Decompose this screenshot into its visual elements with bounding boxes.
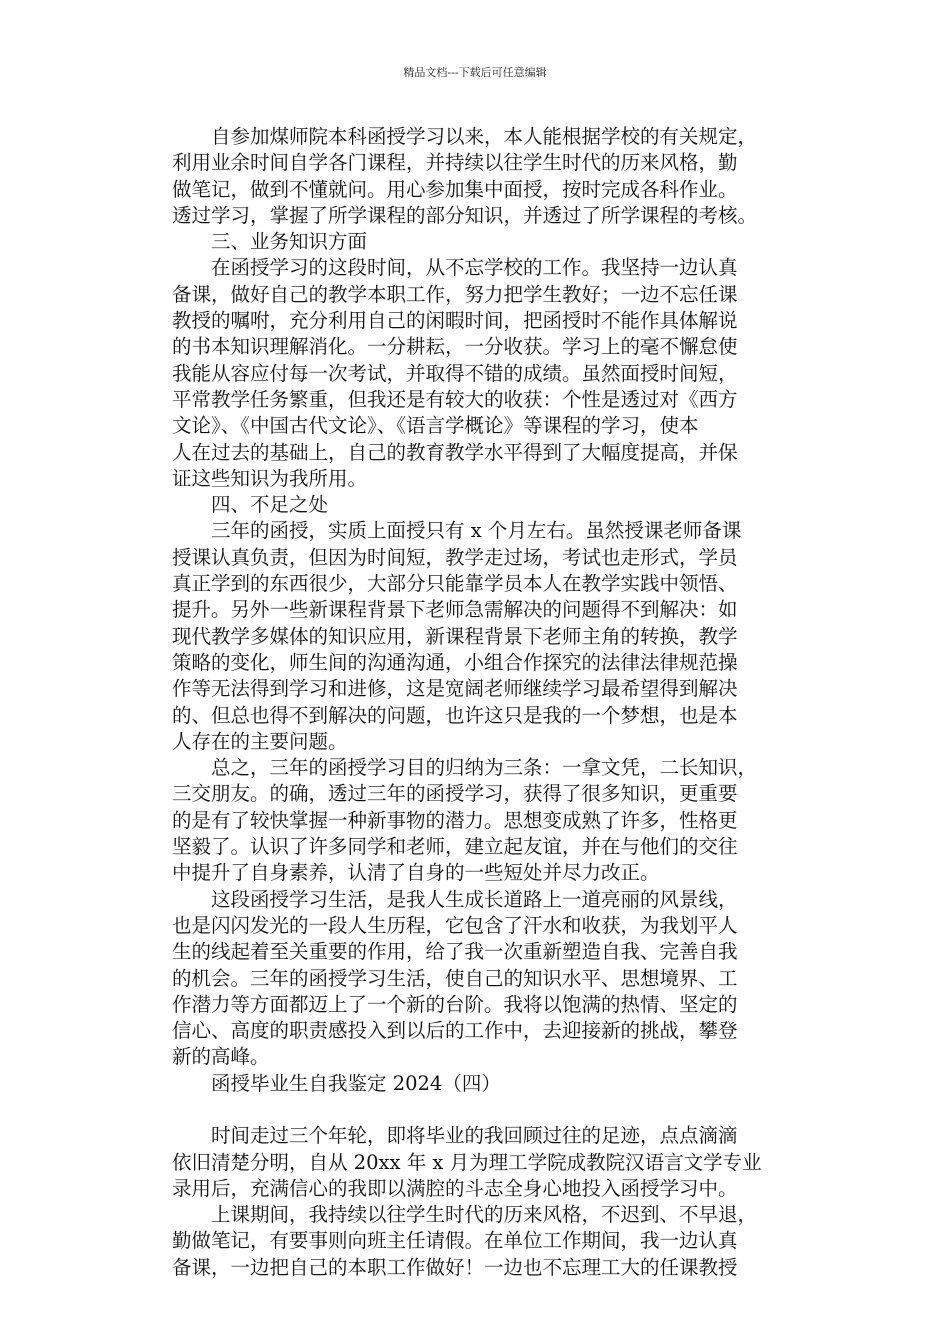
text-line: 利用业余时间自学各门课程，并持续以往学生时代的历来风格，勤 [172, 151, 738, 175]
document-body [172, 124, 817, 1281]
text-line: 自参加煤师院本科函授学习以来，本人能根据学校的有关规定， [172, 125, 758, 148]
text-line: 人在过去的基础上，自己的教育教学水平得到了大幅度提高，并保 [172, 440, 738, 464]
text-line: 勤做笔记，有要事则向班主任请假。在单位工作期间，我一边认真 [172, 1229, 738, 1253]
text-line: 作等无法得到学习和进修，这是宽阔老师继续学习最希望得到解决 [172, 677, 738, 701]
text-line: 做笔记，做到不懂就问。用心参加集中面授，按时完成各科作业。 [172, 177, 738, 201]
text-line: 的、但总也得不到解决的问题，也许这只是我的一个梦想，也是本 [172, 703, 738, 727]
text-line: 坚毅了。认识了许多同学和老师，建立起友谊，并在与他们的交往 [172, 835, 738, 859]
section-heading: 三、业务知识方面 [172, 230, 368, 254]
text-line: 中提升了自身素养，认清了自身的一些短处并尽力改正。 [172, 861, 660, 885]
text-line: 我能从容应付每一次考试，并取得不错的成绩。虽然面授时间短， [172, 361, 738, 385]
section-heading: 四、不足之处 [172, 493, 329, 517]
text-line: 真正学到的东西很少，大部分只能靠学员本人在教学实践中领悟、 [172, 572, 738, 596]
text-line: 新的高峰。 [172, 1045, 270, 1069]
page-header: 精品文档---下载后可任意编辑 [403, 66, 547, 79]
text-line: 在函授学习的这段时间，从不忘学校的工作。我坚持一边认真 [172, 256, 738, 280]
text-line: 透过学习，掌握了所学课程的部分知识，并透过了所学课程的考核。 [172, 203, 758, 227]
text-line: 三交朋友。的确，透过三年的函授学习，获得了很多知识，更重要 [172, 782, 738, 806]
text-line: 平常教学任务繁重，但我还是有较大的收获：个性是透过对《西方 [172, 387, 738, 411]
section-heading: 函授毕业生自我鉴定 2024（四） [172, 1071, 501, 1095]
text-line: 信心、高度的职责感投入到以后的工作中，去迎接新的挑战，攀登 [172, 1019, 738, 1043]
text-line: 授课认真负责，但因为时间短，教学走过场，考试也走形式，学员 [172, 545, 738, 569]
text-line: 录用后，充满信心的我即以满腔的斗志全身心地投入函授学习中。 [172, 1176, 738, 1200]
text-line: 人存在的主要问题。 [172, 729, 348, 753]
text-line: 提升。另外一些新课程背景下老师急需解决的问题得不到解决：如 [172, 598, 738, 622]
text-line: 上课期间，我持续以往学生时代的历来风格，不迟到、不早退， [172, 1203, 758, 1227]
text-line: 的书本知识理解消化。一分耕耘，一分收获。学习上的毫不懈怠使 [172, 335, 738, 359]
text-line: 作潜力等方面都迈上了一个新的台阶。我将以饱满的热情、坚定的 [172, 992, 738, 1016]
text-line: 也是闪闪发光的一段人生历程，它包含了汗水和收获，为我划平人 [172, 913, 738, 937]
text-line: 备课，做好自己的教学本职工作，努力把学生教好；一边不忘任课 [172, 282, 738, 306]
text-line: 证这些知识为我所用。 [172, 466, 368, 490]
text-line: 现代教学多媒体的知识应用，新课程背景下老师主角的转换，教学 [172, 624, 738, 648]
text-line: 的机会。三年的函授学习生活，使自己的知识水平、思想境界、工 [172, 966, 738, 990]
text-line: 教授的嘱咐，充分利用自己的闲暇时间，把函授时不能作具体解说 [172, 309, 738, 333]
text-line: 备课，一边把自己的本职工作做好！一边也不忘理工大的任课教授 [172, 1255, 738, 1279]
text-line: 的是有了较快掌握一种新事物的潜力。思想变成熟了许多，性格更 [172, 808, 738, 832]
text-line: 这段函授学习生活，是我人生成长道路上一道亮丽的风景线， [172, 887, 738, 911]
blank-line [172, 1097, 817, 1123]
text-line: 三年的函授，实质上面授只有 x 个月左右。虽然授课老师备课 [172, 519, 742, 543]
text-line: 生的线起着至关重要的作用，给了我一次重新塑造自我、完善自我 [172, 940, 738, 964]
text-line: 策略的变化，师生间的沟通沟通，小组合作探究的法律法律规范操 [172, 650, 738, 674]
text-line: 文论》、《中国古代文论》、《语言学概论》等课程的学习，使本 [172, 414, 699, 438]
text-line: 总之，三年的函授学习目的归纳为三条：一拿文凭，二长知识， [172, 756, 758, 780]
text-line: 依旧清楚分明，自从 20xx 年 x 月为理工学院成教院汉语言文学专业 [172, 1150, 762, 1174]
text-line: 时间走过三个年轮，即将毕业的我回顾过往的足迹，点点滴滴 [172, 1124, 738, 1148]
